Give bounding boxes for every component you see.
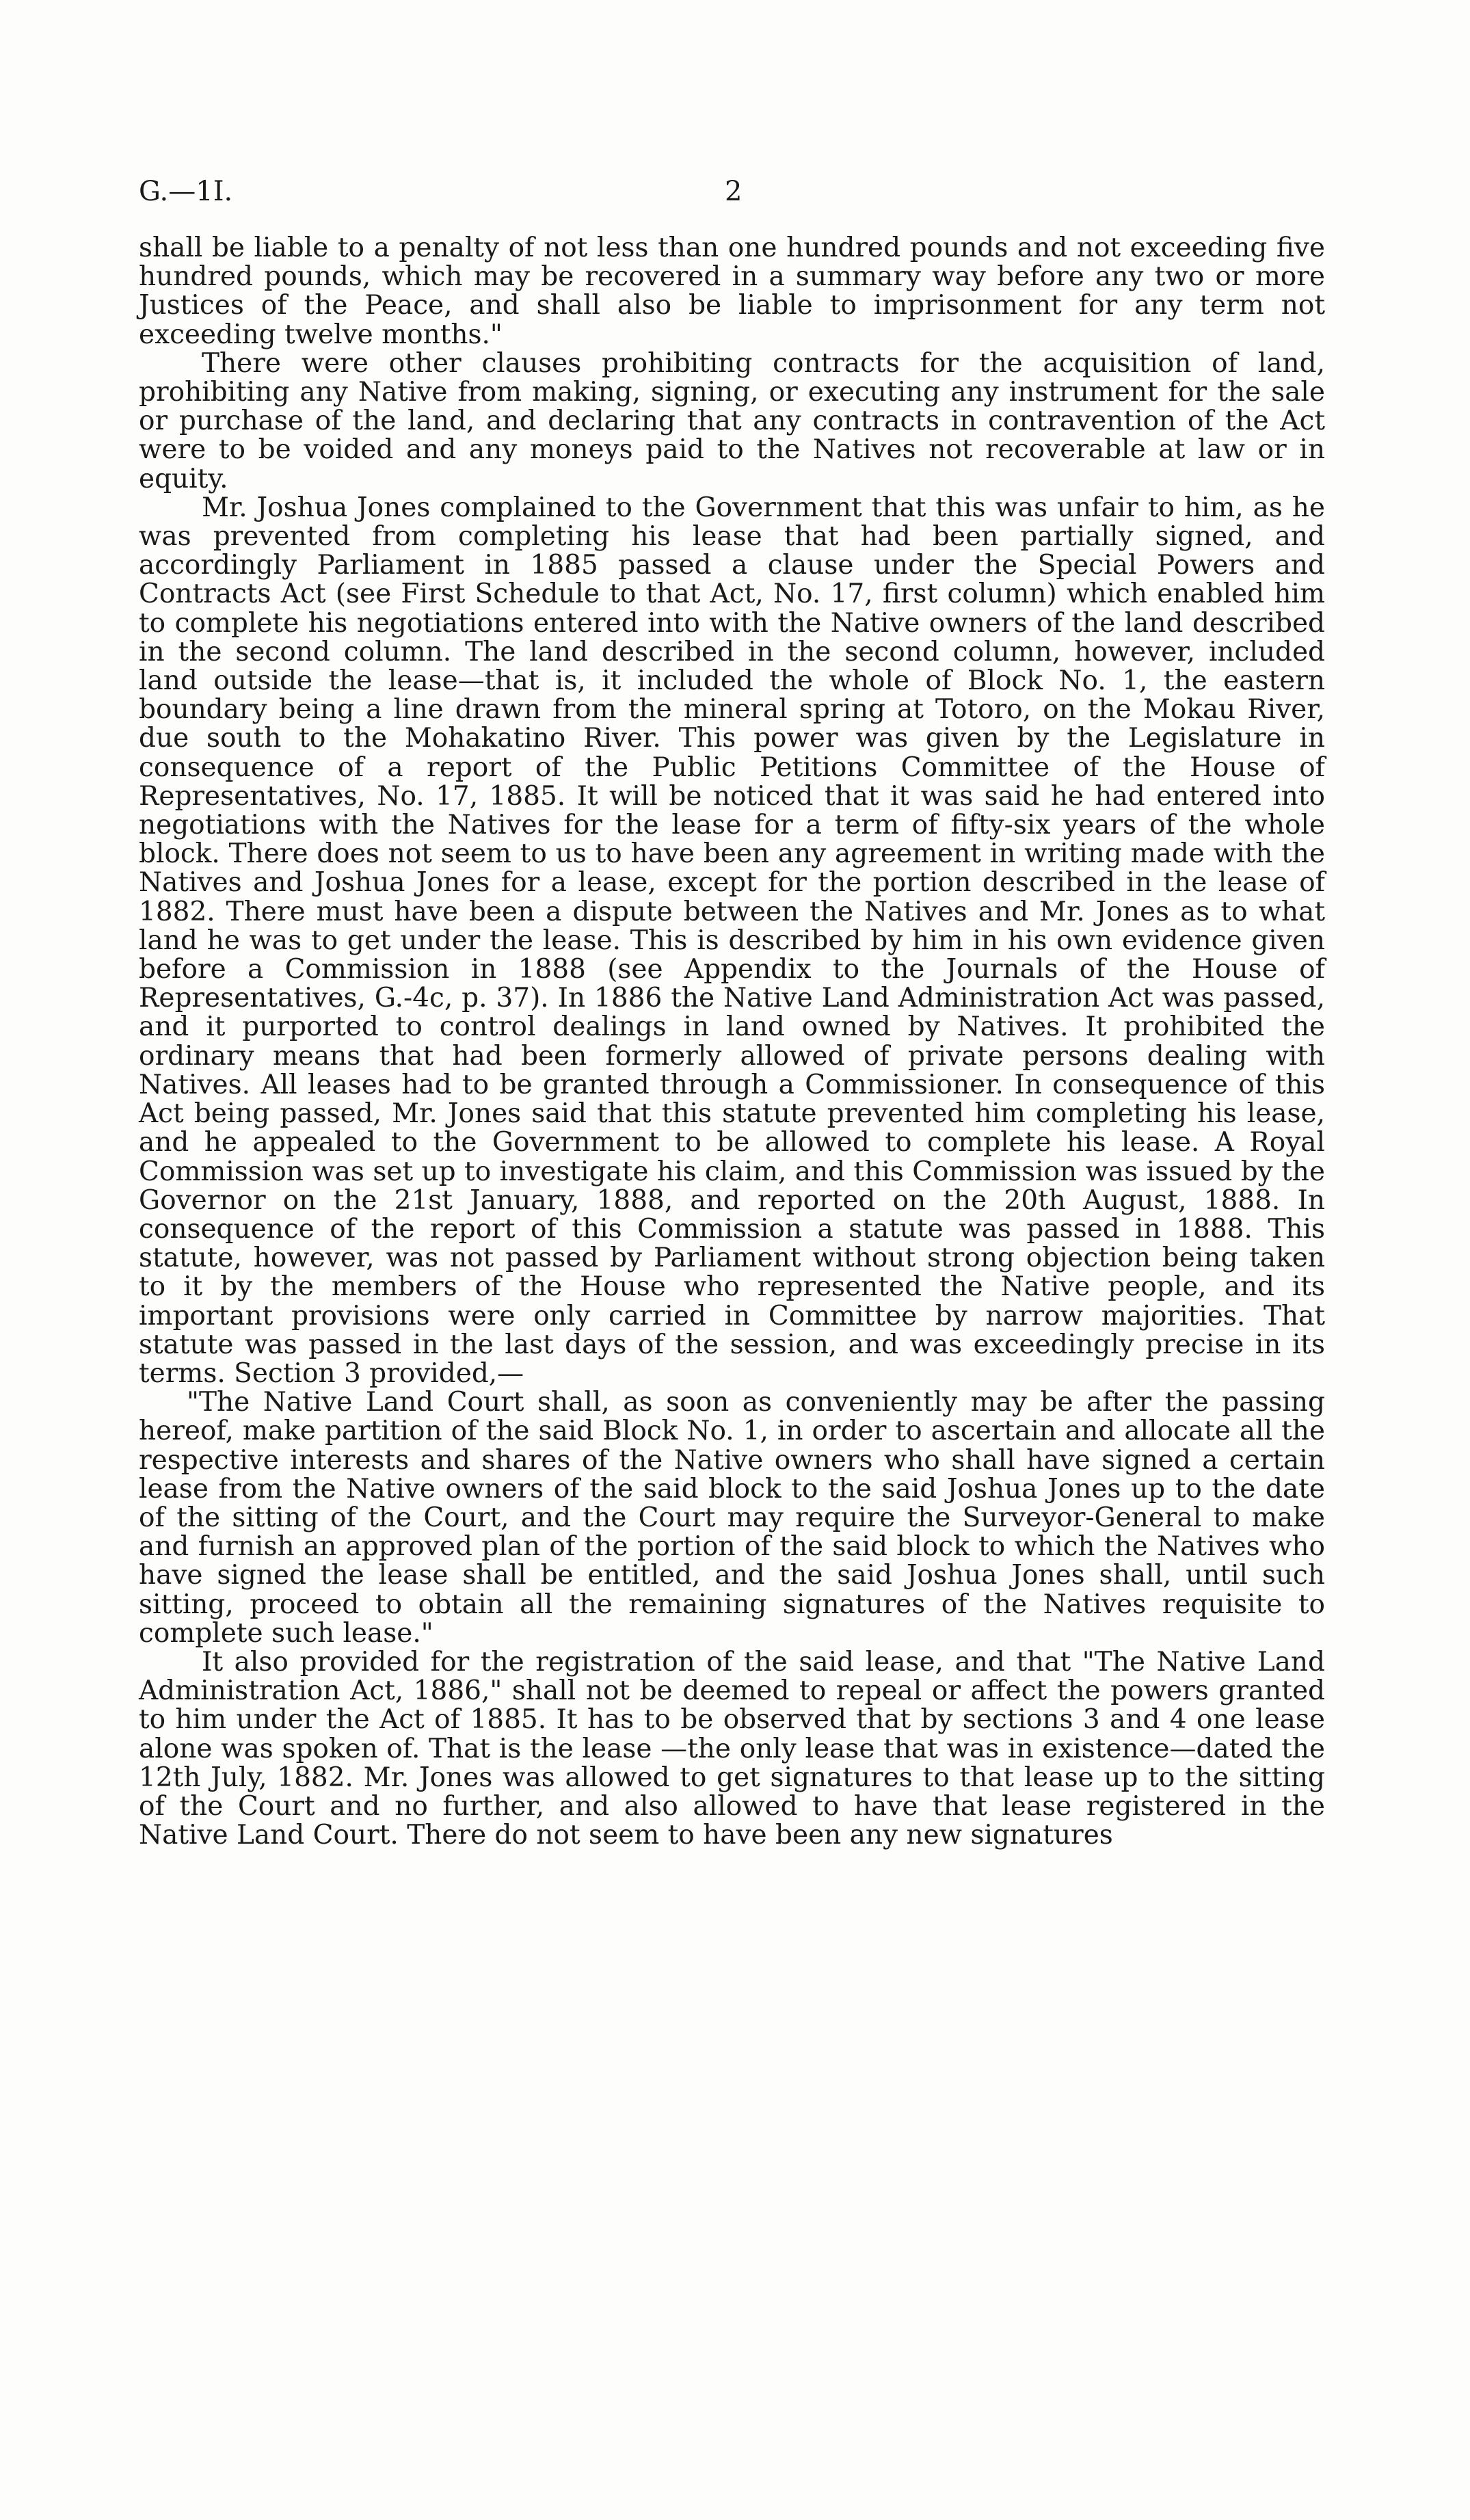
paragraph-other-clauses: There were other clauses prohibiting contracts for the acquisition of land, prohibiting any Native from making, signing, or executing any instrument for the sale or purchase of the land, and declaring that any contracts in contravention of the Act were to be voided and any moneys paid to the Natives not recoverable at law or in equity.: [139, 347, 1325, 494]
paragraph-joshua-jones: Mr. Joshua Jones complained to the Government that this was unfair to him, as he was prevented from completing his lease that had been partially signed, and accordingly Parliament in 1885 passed a clause under the Special Powers and Contracts Act (see First Schedule to that Act, No. 17, first column) which enabled him to complete his negotiations entered into with the Native owners of the land described in the second column. The land described in the second column, however, included land outside the lease—that is, it included the whole of Block No. 1, the eastern boundary being a line drawn from the mineral spring at Totoro, on the Mokau River, due south to the Mohakatino River. This power was given by the Legislature in consequence of a report of the Public Petitions Committee of the House of Representatives, No. 17, 1885. It will be noticed that it was said he had entered into negotiations with the Natives for the lease for a term of fifty-six years of the whole block. There does not seem to us to have been any agreement in writing made with the Natives and Joshua Jones for a lease, except for the portion described in the lease of 1882. There must have been a dispute between the Natives and Mr. Jones as to what land he was to get under the lease. This is described by him in his own evidence given before a Commission in 1888 (see Appendix to the Journals of the House of Representatives, G.-4c, p. 37). In 1886 the Native Land Administration Act was passed, and it purported to control dealings in land owned by Natives. It prohibited the ordinary means that had been formerly allowed of private persons dealing with Natives. All leases had to be granted through a Commissioner. In consequence of this Act being passed, Mr. Jones said that this statute prevented him completing his lease, and he appealed to the Government to be allowed to complete his lease. A Royal Commission was set up to investigate his claim, and this Commission was issued by the Governor on the 21st January, 1888, and reported on the 20th August, 1888. In consequence of the report of this Commission a statute was passed in 1888. This statute, however, was not passed by Parliament without strong objection being taken to it by the members of the House who represented the Native people, and its important provisions were only carried in Committee by narrow majorities. That statute was passed in the last days of the session, and was exceedingly precise in its terms. Section 3 provided,—: [139, 492, 1325, 1389]
document-reference: G.—1I.: [139, 176, 233, 207]
page-body: [139, 234, 1325, 1850]
page-number: 2: [725, 176, 743, 207]
paragraph-section-3-quote: "The Native Land Court shall, as soon as conveniently may be after the passing hereof, make partition of the said Block No. 1, in order to ascertain and allocate all the respective interests and shares of the Native owners who shall have signed a certain lease from the Native owners of the said block to the said Joshua Jones up to the date of the sitting of the Court, and the Court may require the Surveyor-General to make and furnish an approved plan of the portion of the said block to which the Natives who have signed the lease shall be entitled, and the said Joshua Jones shall, until such sitting, proceed to obtain all the remaining signatures of the Natives requisite to complete such lease.": [139, 1387, 1325, 1649]
paragraph-continuation: shall be liable to a penalty of not less than one hundred pounds and not exceeding five hundred pounds, which may be recovered in a summary way before any two or more Justices of the Peace, and shall also be liable to imprisonment for any term not exceeding twelve months.": [139, 233, 1325, 350]
page-header: [139, 171, 1325, 212]
paragraph-registration: It also provided for the registration of the said lease, and that "The Native Land Administration Act, 1886," shall not be deemed to repeal or affect the powers granted to him under the Act of 1885. It has to be observed that by sections 3 and 4 one lease alone was spoken of. That is the lease —the only lease that was in existence—dated the 12th July, 1882. Mr. Jones was allowed to get signatures to that lease up to the sitting of the Court and no further, and also allowed to have that lease registered in the Native Land Court. There do not seem to have been any new signatures: [139, 1646, 1325, 1851]
